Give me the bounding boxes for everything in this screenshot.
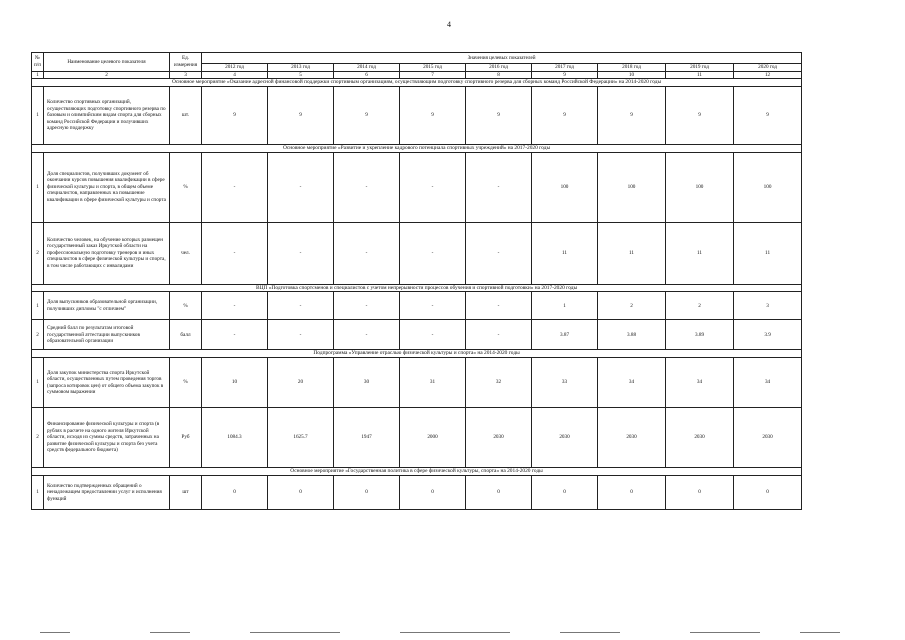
- value-cell: 31: [400, 358, 466, 408]
- value-cell: 100: [598, 152, 666, 222]
- column-number: 9: [532, 71, 598, 79]
- table-row: [32, 152, 802, 222]
- indicator-name: Доля закупок министерства спорта Иркутской области, осуществленных путем проведения торгов (запроса котировок цен) от общего объема закупок в суммовом выражении: [44, 358, 170, 408]
- unit: %: [170, 358, 202, 408]
- value-cell: 3.89: [666, 320, 734, 350]
- value-cell: 11: [532, 222, 598, 284]
- value-cell: 34: [666, 358, 734, 408]
- row-number: 2: [32, 222, 44, 284]
- value-cell: 9: [598, 86, 666, 144]
- value-cell: 0: [532, 475, 598, 509]
- value-cell: 9: [666, 86, 734, 144]
- table-row: [32, 222, 802, 284]
- header-name: Наименование целевого показателя: [44, 53, 170, 72]
- header-year: 2015 год: [400, 64, 466, 72]
- header-year: 2019 год: [666, 64, 734, 72]
- section-row: [32, 144, 802, 152]
- value-cell: 2030: [532, 408, 598, 468]
- value-cell: 0: [598, 475, 666, 509]
- value-cell: 100: [734, 152, 802, 222]
- unit: чел.: [170, 222, 202, 284]
- value-cell: -: [400, 152, 466, 222]
- section-title: Основное мероприятие «Государственная политика в сфере физической культуры, спорта» на 2014-2020 годы: [32, 468, 802, 476]
- section-row: [32, 79, 802, 87]
- unit: балл: [170, 320, 202, 350]
- header-year: 2020 год: [734, 64, 802, 72]
- unit: %: [170, 292, 202, 320]
- value-cell: 9: [334, 86, 400, 144]
- row-number: 1: [32, 86, 44, 144]
- value-cell: 32: [466, 358, 532, 408]
- indicator-name: Финансирование физической культуры и спорта (в рублях в расчете на одного жителя Иркутской области, исходя из суммы средств, затраченных на развитие физической культуры и спорта без учета средств федерального бюджета): [44, 408, 170, 468]
- value-cell: -: [466, 320, 532, 350]
- column-number-row: [32, 71, 802, 79]
- value-cell: 100: [532, 152, 598, 222]
- value-cell: 2030: [466, 408, 532, 468]
- value-cell: 2030: [734, 408, 802, 468]
- header-year: 2018 год: [598, 64, 666, 72]
- section-row: [32, 350, 802, 358]
- column-number: 1: [32, 71, 44, 79]
- value-cell: 9: [466, 86, 532, 144]
- value-cell: -: [466, 222, 532, 284]
- header-row-main: [32, 53, 802, 64]
- header-values: Значения целевых показателей: [202, 53, 802, 64]
- table-row: [32, 475, 802, 509]
- value-cell: 33: [532, 358, 598, 408]
- unit: Руб: [170, 408, 202, 468]
- value-cell: 2: [666, 292, 734, 320]
- section-title: Основное мероприятие «Развитие и укрепление кадрового потенциала спортивных учреждений» на 2017-2020 годы: [32, 144, 802, 152]
- header-year: 2012 год: [202, 64, 268, 72]
- value-cell: 34: [598, 358, 666, 408]
- value-cell: 3: [734, 292, 802, 320]
- section-title: ВЦП «Подготовка спортсменов и специалистов с учетом непрерывности процессов обучения и спортивной подготовки» на 2017-2020 годы: [32, 284, 802, 292]
- row-number: 1: [32, 292, 44, 320]
- column-number: 11: [666, 71, 734, 79]
- value-cell: -: [202, 292, 268, 320]
- column-number: 6: [334, 71, 400, 79]
- row-number: 1: [32, 475, 44, 509]
- row-number: 1: [32, 152, 44, 222]
- unit: %: [170, 152, 202, 222]
- value-cell: 0: [268, 475, 334, 509]
- header-year: 2016 год: [466, 64, 532, 72]
- value-cell: 2000: [400, 408, 466, 468]
- scan-edge-artifacts: [0, 632, 905, 636]
- column-number: 12: [734, 71, 802, 79]
- value-cell: -: [400, 320, 466, 350]
- value-cell: 3.87: [532, 320, 598, 350]
- value-cell: 9: [400, 86, 466, 144]
- value-cell: 0: [400, 475, 466, 509]
- value-cell: 9: [734, 86, 802, 144]
- table-row: [32, 320, 802, 350]
- value-cell: 0: [734, 475, 802, 509]
- value-cell: 2: [598, 292, 666, 320]
- value-cell: -: [268, 292, 334, 320]
- section-row: [32, 468, 802, 476]
- value-cell: -: [268, 320, 334, 350]
- column-number: 2: [44, 71, 170, 79]
- section-row: [32, 284, 802, 292]
- value-cell: 2030: [666, 408, 734, 468]
- indicator-name: Средний балл по результатам итоговой государственной аттестации выпускников образовательной организации: [44, 320, 170, 350]
- value-cell: 100: [666, 152, 734, 222]
- value-cell: 30: [334, 358, 400, 408]
- value-cell: -: [334, 222, 400, 284]
- value-cell: 1625.7: [268, 408, 334, 468]
- header-year: 2013 год: [268, 64, 334, 72]
- column-number: 5: [268, 71, 334, 79]
- indicator-name: Доля выпускников образовательной организации, получивших дипломы "с отличием": [44, 292, 170, 320]
- column-number: 3: [170, 71, 202, 79]
- value-cell: 9: [202, 86, 268, 144]
- section-title: Подпрограмма «Управление отраслью физической культуры и спорта» на 2014-2020 годы: [32, 350, 802, 358]
- value-cell: -: [334, 152, 400, 222]
- value-cell: -: [400, 292, 466, 320]
- value-cell: 1: [532, 292, 598, 320]
- indicator-name: Количество подтвержденных обращений о ненадлежащем предоставлении услуг и исполнения функций: [44, 475, 170, 509]
- value-cell: 0: [466, 475, 532, 509]
- value-cell: -: [268, 222, 334, 284]
- value-cell: 1084.3: [202, 408, 268, 468]
- column-number: 7: [400, 71, 466, 79]
- row-number: 1: [32, 358, 44, 408]
- value-cell: 1947: [334, 408, 400, 468]
- column-number: 4: [202, 71, 268, 79]
- row-number: 2: [32, 408, 44, 468]
- table-row: [32, 358, 802, 408]
- value-cell: 0: [666, 475, 734, 509]
- value-cell: -: [466, 152, 532, 222]
- value-cell: 3.9: [734, 320, 802, 350]
- value-cell: -: [202, 222, 268, 284]
- value-cell: 3.88: [598, 320, 666, 350]
- value-cell: 9: [532, 86, 598, 144]
- table-row: [32, 86, 802, 144]
- row-number: 2: [32, 320, 44, 350]
- column-number: 8: [466, 71, 532, 79]
- value-cell: 0: [202, 475, 268, 509]
- unit: шт: [170, 475, 202, 509]
- indicator-name: Доля специалистов, получивших документ об окончании курсов повышения квалификации в сфере физической культуры и спорта, в общем объеме специалистов, направленных на повышение квалификации в сфере физической культуры и спорта: [44, 152, 170, 222]
- section-title: Основное мероприятие «Оказание адресной финансовой поддержки спортивным организациям, осуществляющим подготовку спортивного резерва для сборных команд Российской Федерации» на 2014-2020 годы: [32, 79, 802, 87]
- value-cell: 11: [598, 222, 666, 284]
- value-cell: -: [268, 152, 334, 222]
- value-cell: 0: [334, 475, 400, 509]
- value-cell: -: [466, 292, 532, 320]
- header-year: 2017 год: [532, 64, 598, 72]
- unit: шт.: [170, 86, 202, 144]
- value-cell: 34: [734, 358, 802, 408]
- page-number: 4: [447, 20, 451, 29]
- value-cell: -: [202, 320, 268, 350]
- value-cell: -: [400, 222, 466, 284]
- value-cell: -: [202, 152, 268, 222]
- value-cell: 20: [268, 358, 334, 408]
- value-cell: 11: [734, 222, 802, 284]
- header-unit: Ед. измерения: [170, 53, 202, 72]
- table-row: [32, 408, 802, 468]
- column-number: 10: [598, 71, 666, 79]
- value-cell: 10: [202, 358, 268, 408]
- header-year: 2014 год: [334, 64, 400, 72]
- indicator-name: Количество человек, на обучение которых размещен государственный заказ Иркутской области на профессиональную подготовку тренеров и иных специалистов в сфере физической культуры и спорта, в том числе работающих с инвалидами: [44, 222, 170, 284]
- value-cell: -: [334, 292, 400, 320]
- value-cell: 2030: [598, 408, 666, 468]
- value-cell: 9: [268, 86, 334, 144]
- value-cell: -: [334, 320, 400, 350]
- table-row: [32, 292, 802, 320]
- indicator-table: [31, 52, 802, 510]
- value-cell: 11: [666, 222, 734, 284]
- header-no: № п/п: [32, 53, 44, 72]
- indicator-name: Количество спортивных организаций, осуществляющих подготовку спортивного резерва по базовым и олимпийским видам спорта для сборных команд Российской Федерации и получивших адресную поддержку: [44, 86, 170, 144]
